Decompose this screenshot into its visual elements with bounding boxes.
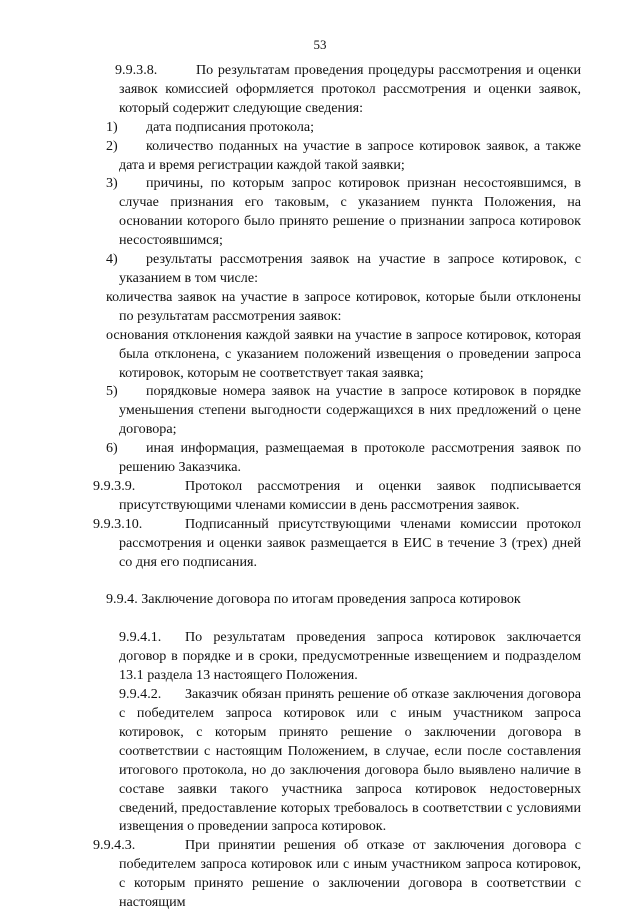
list-item-3: 3) причины, по которым запрос котировок признан несостоявшимся, в случае признания его таковым, с указанием пункта Положения, на основании которого было принято решение о признании запроса котировок несостоявшимся; xyxy=(106,175,581,249)
paragraph-9-9-3-9: 9.9.3.9. Протокол рассмотрения и оценки заявок подписывается присутствующими членами комиссии в день рассмотрения заявок. xyxy=(93,477,581,513)
sub-item-rejected-count: количества заявок на участие в запросе котировок, которые были отклонены по результатам рассмотрения заявок: xyxy=(106,288,581,324)
list-item-5: 5) порядковые номера заявок на участие в запросе котировок в порядке уменьшения степени выгодности содержащихся в них предложений о цене договора; xyxy=(106,383,581,438)
sub-item-rejection-grounds: основания отклонения каждой заявки на участие в запросе котировок, которая была отклонена, с указанием положений извещения о проведении запроса котировок, которым не соответствует такая заявка; xyxy=(106,326,581,381)
paragraph-9-9-3-8: 9.9.3.8. По результатам проведения процедуры рассмотрения и оценки заявок комиссией оформляется протокол рассмотрения и оценки заявок, который содержит следующие сведения: xyxy=(115,62,581,116)
list-item-2: 2) количество поданных на участие в запросе котировок заявок, а также дата и время регистрации каждой такой заявки; xyxy=(106,137,581,173)
paragraph-9-9-4-1: 9.9.4.1. По результатам проведения запроса котировок заключается договор в порядке и в сроки, предусмотренные извещением и подразделом 13.1 раздела 13 настоящего Положения. xyxy=(119,629,581,684)
paragraph-9-9-4-3: 9.9.4.3. При принятии решения об отказе от заключения договора с победителем запроса котировок или с иным участником запроса котировок, с которым принято решение о заключении договора в соответствии с настоящим xyxy=(93,837,581,911)
list-item-6: 6) иная информация, размещаемая в протоколе рассмотрения заявок по решению Заказчика. xyxy=(106,440,581,476)
list-item-1: 1) дата подписания протокола; xyxy=(106,118,315,135)
spacer xyxy=(119,571,581,590)
document-body xyxy=(93,61,581,912)
spacer xyxy=(119,609,581,628)
page-number: 53 xyxy=(313,37,327,52)
paragraph-9-9-3-10: 9.9.3.10. Подписанный присутствующими членами комиссии протокол рассмотрения и оценки заявок размещается в ЕИС в течение 3 (трех) дней со дня его подписания. xyxy=(93,515,581,570)
paragraph-9-9-4-2: 9.9.4.2. Заказчик обязан принять решение об отказе заключения договора с победителем запроса котировок или с иным участником запроса котировок, с которым принято решение о заключении договора в соответствии с настоящим Положением, в случае, если после составления итогового протокола, но до заключения договора было выявлено наличие в составе заявки такого участника запроса котировок недостоверных сведений, предоставление которых требовалось в соответствии с условиями извещения о проведении запроса котировок. xyxy=(119,686,581,835)
list-item-4: 4) результаты рассмотрения заявок на участие в запросе котировок, с указанием в том числе: xyxy=(106,251,581,286)
section-title: 9.9.4. Заключение договора по итогам проведения запроса котировок xyxy=(106,591,521,608)
